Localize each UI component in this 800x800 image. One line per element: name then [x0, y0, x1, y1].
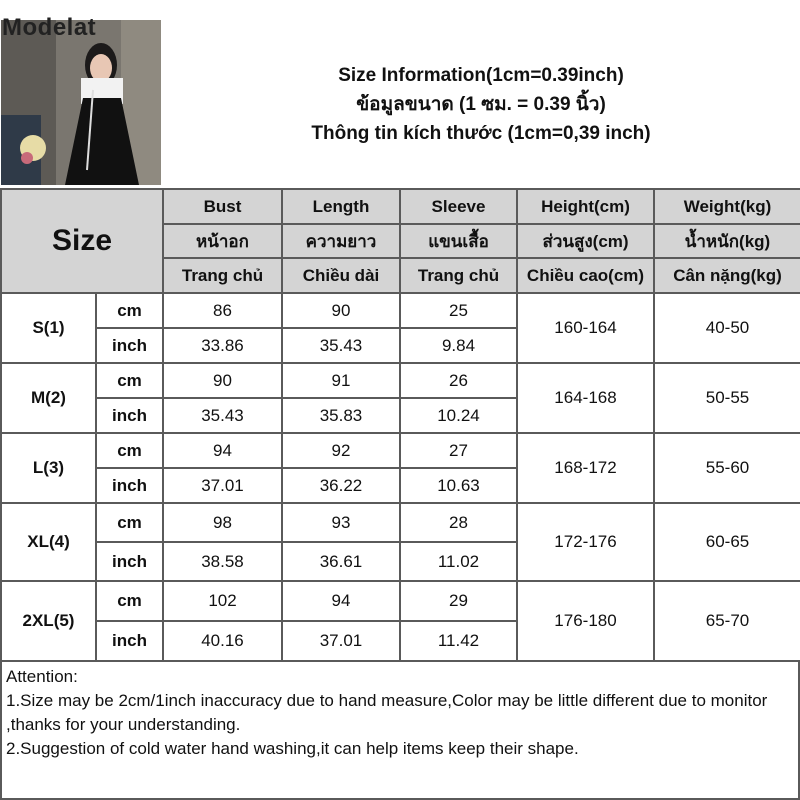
weight-range: 55-60: [654, 433, 800, 503]
length-inch: 35.43: [282, 328, 400, 363]
sleeve-cm: 25: [400, 293, 517, 328]
bust-inch: 38.58: [163, 542, 282, 581]
unit-label-cm: cm: [96, 293, 163, 328]
col-bust-vi: Trang chủ: [163, 258, 282, 293]
col-sleeve-en: Sleeve: [400, 189, 517, 224]
bust-inch: 35.43: [163, 398, 282, 433]
sleeve-cm: 26: [400, 363, 517, 398]
weight-range: 65-70: [654, 581, 800, 661]
sleeve-inch: 9.84: [400, 328, 517, 363]
size-label: 2XL(5): [1, 581, 96, 661]
size-label: XL(4): [1, 503, 96, 581]
header-line-thai: ข้อมูลขนาด (1 ซม. = 0.39 นิ้ว): [356, 93, 606, 115]
bust-cm: 94: [163, 433, 282, 468]
bust-inch: 33.86: [163, 328, 282, 363]
unit-label-cm: cm: [96, 581, 163, 621]
weight-range: 50-55: [654, 363, 800, 433]
table-row: [1, 363, 800, 398]
col-length-th: ความยาว: [282, 224, 400, 258]
size-label: S(1): [1, 293, 96, 363]
sleeve-inch: 10.63: [400, 468, 517, 503]
length-cm: 93: [282, 503, 400, 542]
height-range: 160-164: [517, 293, 654, 363]
col-length-vi: Chiều dài: [282, 258, 400, 293]
unit-label-cm: cm: [96, 363, 163, 398]
bust-cm: 90: [163, 363, 282, 398]
sleeve-inch: 11.02: [400, 542, 517, 581]
brand-watermark: Modelat: [2, 14, 97, 41]
sleeve-cm: 27: [400, 433, 517, 468]
unit-label-inch: inch: [96, 542, 163, 581]
col-sleeve-th: แขนเสื้อ: [400, 224, 517, 258]
length-cm: 92: [282, 433, 400, 468]
attention-note-1: 1.Size may be 2cm/1inch inaccuracy due to hand measure,Color may be little different due to monitor ,thanks for your understanding.: [6, 691, 768, 734]
bust-inch: 40.16: [163, 621, 282, 661]
unit-label-cm: cm: [96, 433, 163, 468]
col-height-vi: Chiều cao(cm): [517, 258, 654, 293]
unit-label-cm: cm: [96, 503, 163, 542]
sleeve-cm: 29: [400, 581, 517, 621]
height-range: 172-176: [517, 503, 654, 581]
bust-inch: 37.01: [163, 468, 282, 503]
bust-cm: 98: [163, 503, 282, 542]
table-row: [1, 581, 800, 621]
attention-title: Attention:: [6, 667, 78, 686]
size-label: M(2): [1, 363, 96, 433]
col-height-th: ส่วนสูง(cm): [517, 224, 654, 258]
length-inch: 35.83: [282, 398, 400, 433]
model-photo: [1, 20, 161, 185]
size-label: L(3): [1, 433, 96, 503]
unit-label-inch: inch: [96, 468, 163, 503]
length-inch: 36.22: [282, 468, 400, 503]
length-cm: 94: [282, 581, 400, 621]
table-row: [1, 503, 800, 542]
height-range: 164-168: [517, 363, 654, 433]
sleeve-cm: 28: [400, 503, 517, 542]
col-bust-th: หน้าอก: [163, 224, 282, 258]
length-cm: 90: [282, 293, 400, 328]
col-weight-th: น้ำหนัก(kg): [654, 224, 800, 258]
weight-range: 40-50: [654, 293, 800, 363]
col-weight-vi: Cân nặng(kg): [654, 258, 800, 293]
col-bust-en: Bust: [163, 189, 282, 224]
sleeve-inch: 11.42: [400, 621, 517, 661]
table-row: [1, 433, 800, 468]
unit-label-inch: inch: [96, 621, 163, 661]
size-information-header: [162, 20, 800, 188]
model-photo-illustration: [1, 20, 161, 185]
weight-range: 60-65: [654, 503, 800, 581]
length-cm: 91: [282, 363, 400, 398]
sleeve-inch: 10.24: [400, 398, 517, 433]
header-line-english: Size Information(1cm=0.39inch): [338, 64, 624, 86]
col-sleeve-vi: Trang chủ: [400, 258, 517, 293]
bust-cm: 86: [163, 293, 282, 328]
col-length-en: Length: [282, 189, 400, 224]
header-line-vietnamese: Thông tin kích thước (1cm=0,39 inch): [311, 122, 651, 144]
table-row: [1, 293, 800, 328]
height-range: 176-180: [517, 581, 654, 661]
unit-label-inch: inch: [96, 398, 163, 433]
attention-note-2: 2.Suggestion of cold water hand washing,it can help items keep their shape.: [6, 739, 579, 758]
attention-notes: [0, 660, 800, 800]
col-height-en: Height(cm): [517, 189, 654, 224]
col-weight-en: Weight(kg): [654, 189, 800, 224]
length-inch: 37.01: [282, 621, 400, 661]
bust-cm: 102: [163, 581, 282, 621]
size-column-header: [1, 189, 163, 293]
size-table: [0, 188, 800, 662]
unit-label-inch: inch: [96, 328, 163, 363]
height-range: 168-172: [517, 433, 654, 503]
size-heading: Size: [51, 224, 113, 257]
length-inch: 36.61: [282, 542, 400, 581]
header-row-english: [1, 189, 800, 224]
